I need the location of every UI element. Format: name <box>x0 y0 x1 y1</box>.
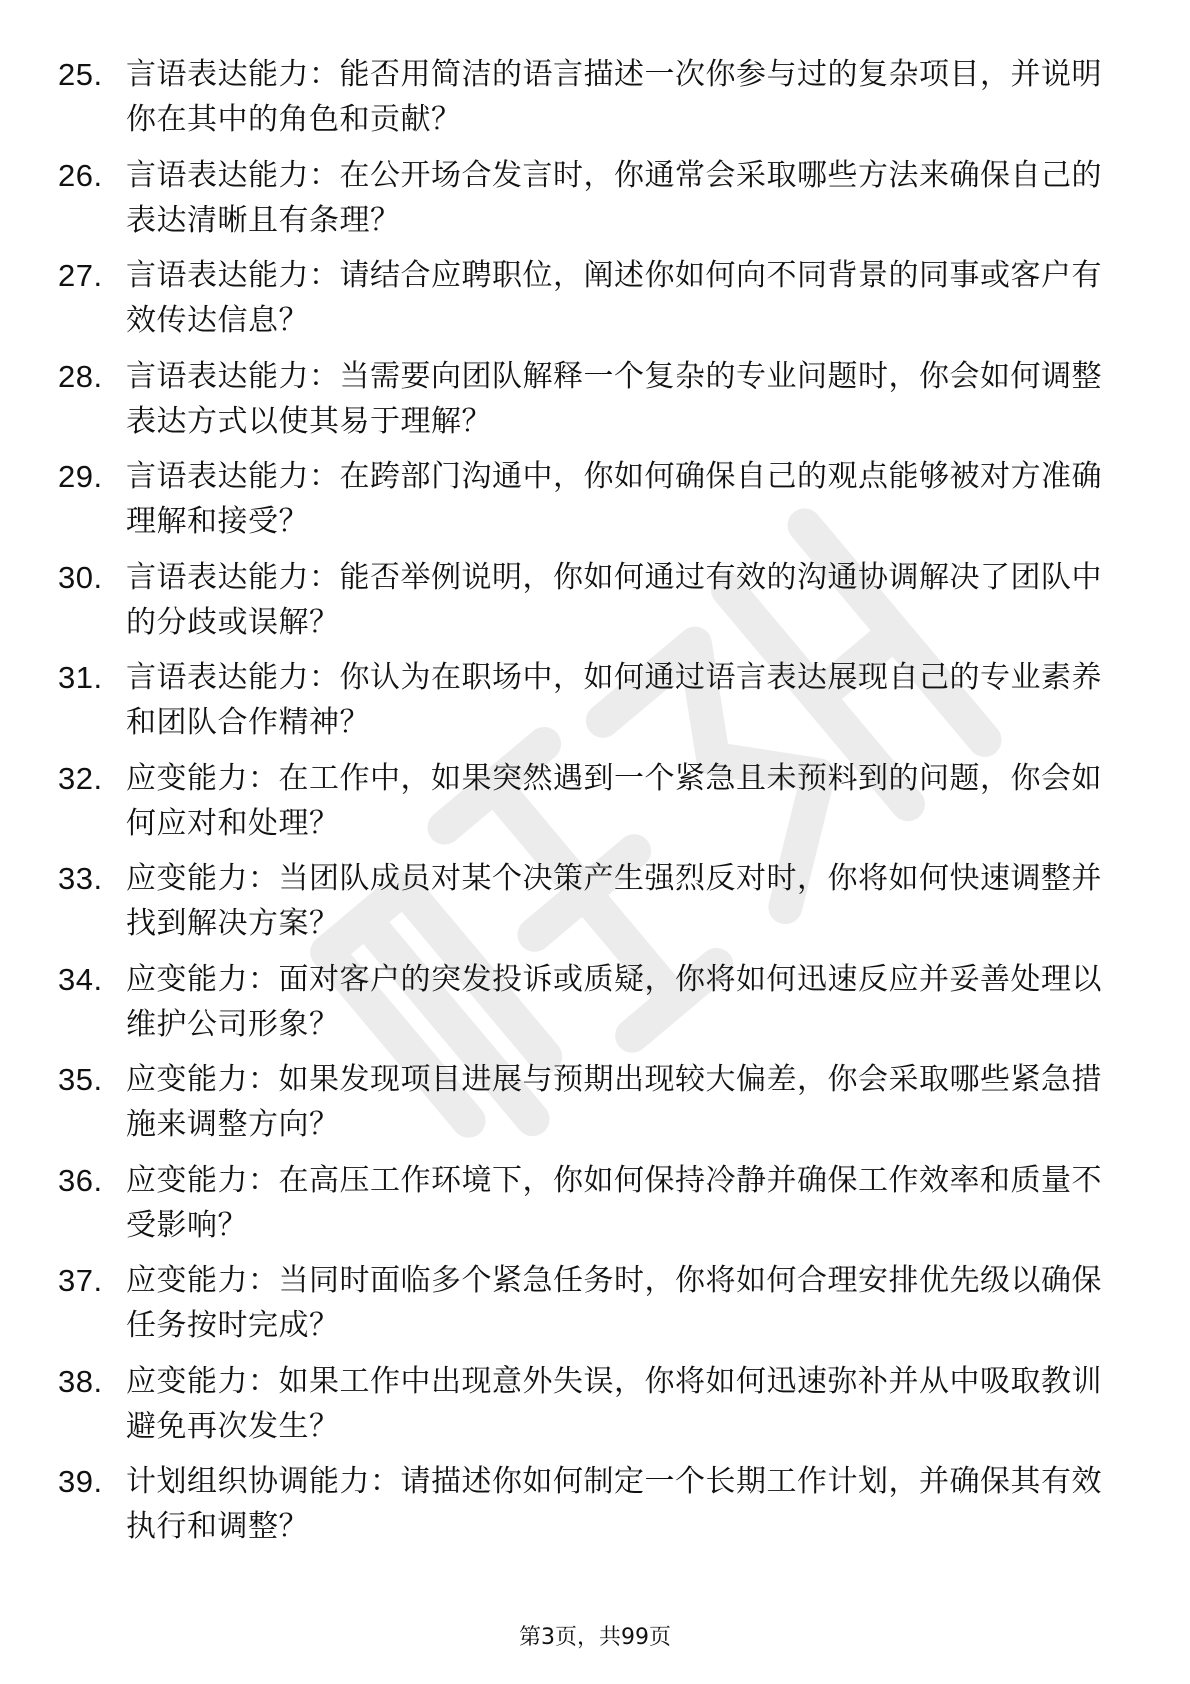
question-item <box>58 1459 1118 1560</box>
question-text: 应变能力：当团队成员对某个决策产生强烈反对时，你将如何快速调整并找到解决方案？ <box>126 861 1102 941</box>
page-footer: 第3页，共99页 <box>519 1625 671 1650</box>
question-number: 32. <box>58 760 103 796</box>
question-list <box>58 52 1118 1560</box>
question-text: 应变能力：当同时面临多个紧急任务时，你将如何合理安排优先级以确保任务按时完成？ <box>126 1263 1102 1343</box>
question-item <box>58 253 1118 354</box>
question-item <box>58 153 1118 254</box>
question-text: 应变能力：在工作中，如果突然遇到一个紧急且未预料到的问题，你会如何应对和处理？ <box>126 760 1102 841</box>
question-number: 38. <box>58 1363 103 1399</box>
question-number: 35. <box>58 1062 103 1097</box>
question-item <box>58 856 1118 957</box>
question-number: 39. <box>58 1464 103 1499</box>
question-number: 29. <box>58 459 103 494</box>
question-text: 应变能力：如果工作中出现意外失误，你将如何迅速弥补并从中吸取教训避免再次发生？ <box>126 1363 1102 1444</box>
question-number: 37. <box>58 1263 103 1298</box>
question-number: 33. <box>58 861 103 896</box>
question-number: 30. <box>58 559 103 595</box>
question-item <box>58 957 1118 1058</box>
question-number: 26. <box>58 157 103 193</box>
question-text: 应变能力：面对客户的突发投诉或质疑，你将如何迅速反应并妥善处理以维护公司形象？ <box>126 961 1102 1042</box>
question-text: 计划组织协调能力：请描述你如何制定一个长期工作计划，并确保其有效执行和调整？ <box>126 1464 1102 1544</box>
question-item <box>58 454 1118 555</box>
question-item <box>58 555 1118 656</box>
question-text: 言语表达能力：在跨部门沟通中，你如何确保自己的观点能够被对方准确理解和接受？ <box>126 459 1102 539</box>
question-text: 言语表达能力：能否举例说明，你如何通过有效的沟通协调解决了团队中的分歧或误解？ <box>126 559 1102 640</box>
question-number: 27. <box>58 258 103 293</box>
question-text: 应变能力：如果发现项目进展与预期出现较大偏差，你会采取哪些紧急措施来调整方向？ <box>126 1062 1102 1142</box>
question-text: 言语表达能力：在公开场合发言时，你通常会采取哪些方法来确保自己的表达清晰且有条理？ <box>126 157 1102 238</box>
question-item <box>58 1258 1118 1359</box>
question-item <box>58 1359 1118 1460</box>
question-number: 28. <box>58 358 103 394</box>
question-number: 25. <box>58 57 103 92</box>
question-item <box>58 655 1118 756</box>
question-text: 言语表达能力：能否用简洁的语言描述一次你参与过的复杂项目，并说明你在其中的角色和贡献？ <box>126 57 1102 137</box>
question-item <box>58 52 1118 153</box>
question-text: 言语表达能力：请结合应聘职位，阐述你如何向不同背景的同事或客户有效传达信息？ <box>126 258 1102 338</box>
question-number: 34. <box>58 961 103 997</box>
question-text: 言语表达能力：当需要向团队解释一个复杂的专业问题时，你会如何调整表达方式以使其易于理解？ <box>126 358 1102 439</box>
question-number: 36. <box>58 1162 103 1198</box>
question-item <box>58 756 1118 857</box>
question-item <box>58 1158 1118 1259</box>
question-text: 应变能力：在高压工作环境下，你如何保持冷静并确保工作效率和质量不受影响？ <box>126 1162 1102 1243</box>
question-number: 31. <box>58 660 103 695</box>
question-item <box>58 354 1118 455</box>
question-item <box>58 1057 1118 1158</box>
question-text: 言语表达能力：你认为在职场中，如何通过语言表达展现自己的专业素养和团队合作精神？ <box>126 660 1102 740</box>
